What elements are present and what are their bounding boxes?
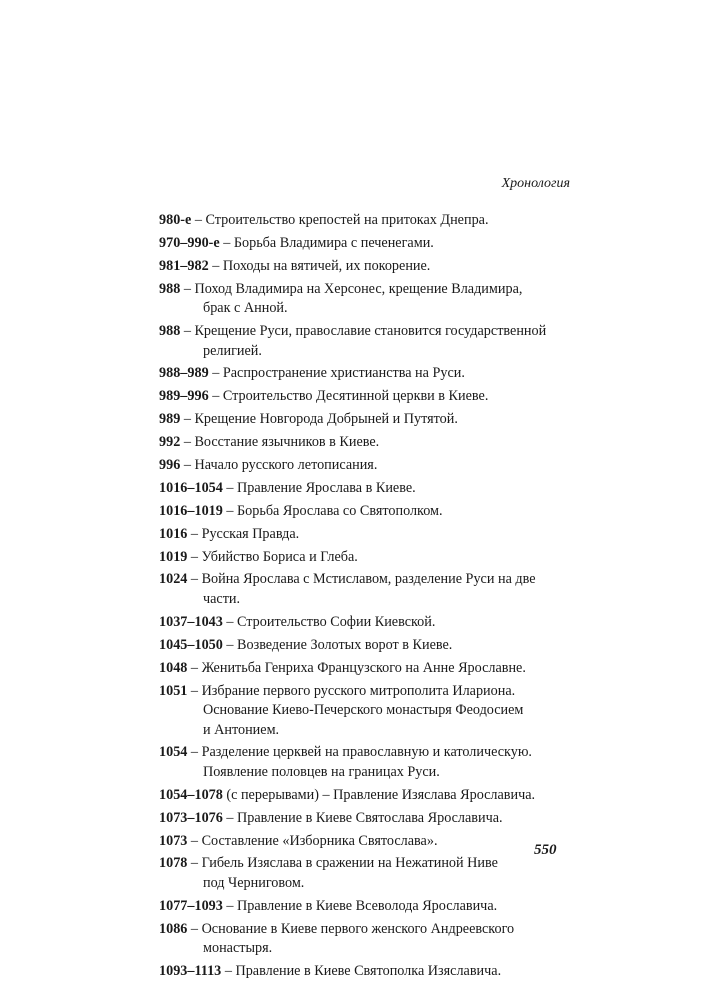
chronology-entry bbox=[159, 682, 579, 741]
entry-continuation: Появление половцев на границах Руси. bbox=[203, 763, 440, 780]
chronology-entry bbox=[159, 659, 579, 679]
entry-text: – Правление в Киеве Всеволода Ярославича. bbox=[222, 897, 498, 914]
entry-text: – Возведение Золотых ворот в Киеве. bbox=[222, 636, 453, 653]
chronology-entry bbox=[159, 613, 579, 633]
chronology-entry bbox=[159, 280, 579, 319]
entry-text: – Крещение Новгорода Добрыней и Путятой. bbox=[180, 411, 458, 428]
entry-year: 1054–1078 bbox=[159, 786, 223, 803]
entry-continuation: части. bbox=[203, 590, 241, 607]
entry-text: – Крещение Руси, православие становится государственной bbox=[180, 323, 547, 340]
entry-year: 1016–1019 bbox=[159, 502, 223, 519]
entry-continuation: монастыря. bbox=[203, 940, 273, 957]
entry-text: – Начало русского летописания. bbox=[180, 457, 378, 474]
entry-text: – Распространение христианства на Руси. bbox=[208, 365, 465, 382]
chronology-entry bbox=[159, 920, 579, 959]
entry-year: 988 bbox=[159, 280, 181, 297]
entry-text: – Борьба Владимира с печенегами. bbox=[219, 234, 434, 251]
chronology-entry bbox=[159, 897, 579, 917]
chronology-entry bbox=[159, 743, 579, 782]
entry-text: – Борьба Ярослава со Святополком. bbox=[222, 502, 443, 519]
chronology-entry bbox=[159, 410, 579, 430]
chronology-entry bbox=[159, 387, 579, 407]
chronology-entry bbox=[159, 211, 579, 231]
entry-text: – Восстание язычников в Киеве. bbox=[180, 434, 380, 451]
entry-year: 1078 bbox=[159, 855, 188, 872]
entry-text: – Строительство Десятинной церкви в Киеве. bbox=[208, 388, 489, 405]
entry-continuation: Основание Киево-Печерского монастыря Феодосием bbox=[203, 702, 524, 719]
chronology-entry bbox=[159, 809, 579, 829]
chronology-list bbox=[159, 211, 579, 985]
entry-year: 1037–1043 bbox=[159, 613, 223, 630]
page-number: 550 bbox=[534, 842, 557, 858]
entry-year: 1073 bbox=[159, 832, 188, 849]
entry-text: – Правление в Киеве Святослава Ярославича. bbox=[222, 809, 503, 826]
running-header: Хронология bbox=[501, 176, 570, 191]
entry-year: 1093–1113 bbox=[159, 963, 222, 980]
entry-year: 1054 bbox=[159, 744, 188, 761]
chronology-entry bbox=[159, 832, 579, 852]
chronology-entry bbox=[159, 962, 579, 982]
chronology-entry bbox=[159, 234, 579, 254]
entry-text: – Избрание первого русского митрополита Илариона. bbox=[187, 682, 516, 699]
chronology-entry bbox=[159, 322, 579, 361]
entry-year: 1073–1076 bbox=[159, 809, 223, 826]
chronology-entry bbox=[159, 786, 579, 806]
entry-year: 988–989 bbox=[159, 365, 209, 382]
entry-text: – Основание в Киеве первого женского Андреевского bbox=[187, 920, 515, 937]
entry-year: 981–982 bbox=[159, 257, 209, 274]
chronology-entry bbox=[159, 433, 579, 453]
entry-year: 989–996 bbox=[159, 388, 209, 405]
entry-year: 1077–1093 bbox=[159, 897, 223, 914]
entry-year: 1045–1050 bbox=[159, 636, 223, 653]
entry-text: – Разделение церквей на православную и католическую. bbox=[187, 744, 532, 761]
entry-text: – Русская Правда. bbox=[187, 525, 300, 542]
entry-text: – Убийство Бориса и Глеба. bbox=[187, 548, 358, 565]
chronology-entry bbox=[159, 570, 579, 609]
chronology-entry bbox=[159, 636, 579, 656]
entry-continuation: и Антонием. bbox=[203, 721, 280, 738]
entry-year: 1016–1054 bbox=[159, 479, 223, 496]
entry-text: – Женитьба Генриха Французского на Анне Ярославне. bbox=[187, 659, 526, 676]
entry-text: – Строительство Софии Киевской. bbox=[222, 613, 436, 630]
entry-text: – Составление «Изборника Святослава». bbox=[187, 832, 438, 849]
entry-text: – Походы на вятичей, их покорение. bbox=[208, 257, 431, 274]
entry-text: – Строительство крепостей на притоках Днепра. bbox=[191, 212, 489, 228]
entry-year: 1019 bbox=[159, 548, 188, 565]
entry-year: 970–990-е bbox=[159, 234, 220, 251]
entry-text: – Правление Изяслава Ярославича. bbox=[318, 786, 536, 803]
entry-year: 988 bbox=[159, 323, 181, 340]
entry-text: – Правление Ярослава в Киеве. bbox=[222, 479, 416, 496]
chronology-entry bbox=[159, 548, 579, 568]
entry-year: 996 bbox=[159, 457, 181, 474]
entry-text: – Правление в Киеве Святополка Изяславича. bbox=[221, 963, 502, 980]
chronology-entry bbox=[159, 257, 579, 277]
chronology-entry bbox=[159, 854, 579, 893]
entry-year: 992 bbox=[159, 434, 181, 451]
entry-text: – Гибель Изяслава в сражении на Нежатиной Ниве bbox=[187, 855, 498, 872]
entry-year: 1086 bbox=[159, 920, 188, 937]
entry-continuation: религией. bbox=[203, 342, 262, 359]
chronology-entry bbox=[159, 456, 579, 476]
entry-year: 980-е bbox=[159, 212, 192, 228]
entry-year: 1024 bbox=[159, 571, 188, 588]
chronology-entry bbox=[159, 502, 579, 522]
entry-text: – Поход Владимира на Херсонес, крещение Владимира, bbox=[180, 280, 523, 297]
chronology-entry bbox=[159, 525, 579, 545]
entry-year: 1048 bbox=[159, 659, 188, 676]
entry-continuation: под Черниговом. bbox=[203, 874, 305, 891]
entry-text: – Война Ярослава с Мстиславом, разделение Руси на две bbox=[187, 571, 536, 588]
entry-year: 1051 bbox=[159, 682, 188, 699]
chronology-entry bbox=[159, 479, 579, 499]
entry-continuation: брак с Анной. bbox=[203, 300, 288, 317]
chronology-entry bbox=[159, 364, 579, 384]
entry-note: (с перерывами) bbox=[222, 786, 319, 803]
entry-year: 1016 bbox=[159, 525, 188, 542]
entry-year: 989 bbox=[159, 411, 181, 428]
